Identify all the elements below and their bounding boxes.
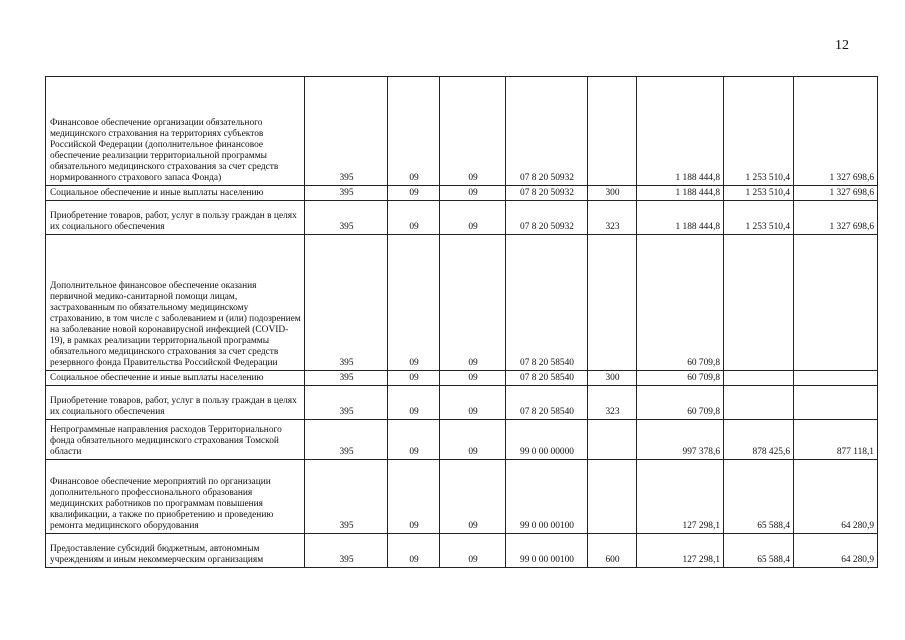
page-number: 12 — [835, 38, 849, 53]
section-code: 09 — [388, 186, 440, 201]
expense-type-code — [588, 77, 637, 186]
subsection-code: 09 — [440, 77, 506, 186]
amount-year-3: 1 327 698,6 — [794, 77, 878, 186]
target-article-code: 07 8 20 58540 — [506, 386, 588, 420]
section-code: 09 — [388, 235, 440, 371]
admin-code: 395 — [305, 77, 388, 186]
amount-year-3 — [794, 386, 878, 420]
expense-type-code: 323 — [588, 386, 637, 420]
subsection-code: 09 — [440, 420, 506, 460]
subsection-code: 09 — [440, 460, 506, 534]
expense-type-code — [588, 460, 637, 534]
row-description: Финансовое обеспечение мероприятий по организации дополнительного профессионального образования медицинских работников по программам повышения квалификации, а также по приобретению и проведению ремонта медицинского оборудования — [46, 460, 305, 534]
expense-type-code: 300 — [588, 371, 637, 386]
amount-year-1: 1 188 444,8 — [637, 186, 724, 201]
table-row — [46, 460, 878, 534]
amount-year-1: 1 188 444,8 — [637, 77, 724, 186]
table-row — [46, 235, 878, 371]
table-row — [46, 371, 878, 386]
section-code: 09 — [388, 534, 440, 568]
table-row — [46, 186, 878, 201]
admin-code: 395 — [305, 201, 388, 235]
amount-year-3: 64 280,9 — [794, 460, 878, 534]
row-description: Приобретение товаров, работ, услуг в пользу граждан в целях их социального обеспечения — [46, 386, 305, 420]
section-code: 09 — [388, 386, 440, 420]
section-code: 09 — [388, 371, 440, 386]
expense-type-code — [588, 420, 637, 460]
admin-code: 395 — [305, 186, 388, 201]
target-article-code: 07 8 20 58540 — [506, 235, 588, 371]
admin-code: 395 — [305, 386, 388, 420]
target-article-code: 99 0 00 00100 — [506, 460, 588, 534]
row-description: Социальное обеспечение и иные выплаты населению — [46, 186, 305, 201]
amount-year-1: 60 709,8 — [637, 386, 724, 420]
table-row — [46, 201, 878, 235]
amount-year-3 — [794, 371, 878, 386]
budget-table — [45, 76, 878, 568]
amount-year-2: 1 253 510,4 — [724, 77, 794, 186]
section-code: 09 — [388, 77, 440, 186]
table-row — [46, 420, 878, 460]
admin-code: 395 — [305, 460, 388, 534]
admin-code: 395 — [305, 371, 388, 386]
amount-year-2: 878 425,6 — [724, 420, 794, 460]
amount-year-2 — [724, 371, 794, 386]
row-description: Приобретение товаров, работ, услуг в пользу граждан в целях их социального обеспечения — [46, 201, 305, 235]
table-row — [46, 77, 878, 186]
subsection-code: 09 — [440, 201, 506, 235]
section-code: 09 — [388, 460, 440, 534]
amount-year-2: 1 253 510,4 — [724, 186, 794, 201]
section-code: 09 — [388, 420, 440, 460]
table-row — [46, 386, 878, 420]
amount-year-1: 60 709,8 — [637, 235, 724, 371]
row-description: Предоставление субсидий бюджетным, автономным учреждениям и иным некоммерческим организациям — [46, 534, 305, 568]
amount-year-3: 1 327 698,6 — [794, 186, 878, 201]
row-description: Социальное обеспечение и иные выплаты населению — [46, 371, 305, 386]
amount-year-2 — [724, 235, 794, 371]
expense-type-code: 300 — [588, 186, 637, 201]
subsection-code: 09 — [440, 386, 506, 420]
amount-year-1: 127 298,1 — [637, 534, 724, 568]
admin-code: 395 — [305, 534, 388, 568]
amount-year-3: 1 327 698,6 — [794, 201, 878, 235]
expense-type-code — [588, 235, 637, 371]
expense-type-code: 323 — [588, 201, 637, 235]
target-article-code: 07 8 20 50932 — [506, 77, 588, 186]
row-description: Финансовое обеспечение организации обязательного медицинского страхования на территориях субъектов Российской Федерации (дополнительное финансовое обеспечение реализации территориальной программы обязательного медицинского страхования за счет средств нормированного страхового запаса Фонда) — [46, 77, 305, 186]
target-article-code: 07 8 20 50932 — [506, 186, 588, 201]
expense-type-code: 600 — [588, 534, 637, 568]
row-description: Дополнительное финансовое обеспечение оказания первичной медико-санитарной помощи лицам, застрахованным по обязательному медицинскому страхованию, в том числе с заболеванием и (или) подозрением на заболевание новой коронавирусной инфекцией (COVID-19), в рамках реализации территориальной программы обязательного медицинского страхования за счет средств резервного фонда Правительства Российской Федерации — [46, 235, 305, 371]
amount-year-2: 65 588,4 — [724, 534, 794, 568]
table-row — [46, 534, 878, 568]
subsection-code: 09 — [440, 371, 506, 386]
subsection-code: 09 — [440, 235, 506, 371]
target-article-code: 07 8 20 58540 — [506, 371, 588, 386]
amount-year-2 — [724, 386, 794, 420]
admin-code: 395 — [305, 420, 388, 460]
target-article-code: 07 8 20 50932 — [506, 201, 588, 235]
amount-year-2: 65 588,4 — [724, 460, 794, 534]
target-article-code: 99 0 00 00000 — [506, 420, 588, 460]
subsection-code: 09 — [440, 534, 506, 568]
amount-year-1: 997 378,6 — [637, 420, 724, 460]
amount-year-3: 877 118,1 — [794, 420, 878, 460]
amount-year-1: 1 188 444,8 — [637, 201, 724, 235]
row-description: Непрограммные направления расходов Территориального фонда обязательного медицинского страхования Томской области — [46, 420, 305, 460]
amount-year-3 — [794, 235, 878, 371]
amount-year-3: 64 280,9 — [794, 534, 878, 568]
admin-code: 395 — [305, 235, 388, 371]
amount-year-2: 1 253 510,4 — [724, 201, 794, 235]
amount-year-1: 127 298,1 — [637, 460, 724, 534]
section-code: 09 — [388, 201, 440, 235]
amount-year-1: 60 709,8 — [637, 371, 724, 386]
subsection-code: 09 — [440, 186, 506, 201]
target-article-code: 99 0 00 00100 — [506, 534, 588, 568]
